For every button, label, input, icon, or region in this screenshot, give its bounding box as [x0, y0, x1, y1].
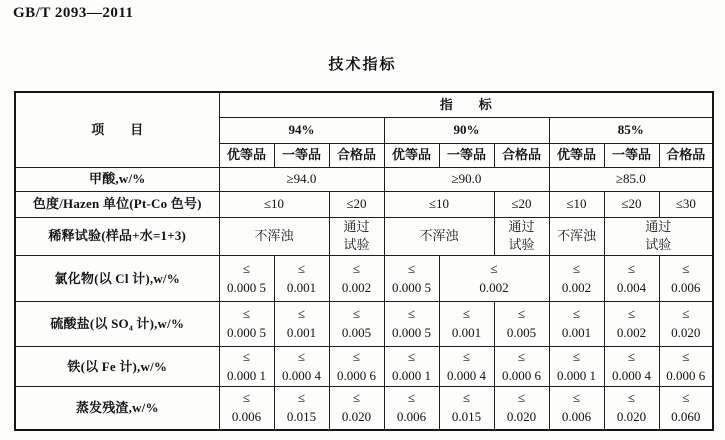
value-cell: [494, 302, 549, 347]
row-label: 稀释试验(样品+水=1+3): [15, 217, 219, 256]
limit-value: 0.001: [451, 325, 482, 341]
limit-value: 0.000 1: [392, 367, 431, 383]
value-cell: ≤20: [494, 191, 549, 217]
table-title: 技术指标: [328, 57, 397, 73]
limit-value: 0.006: [671, 279, 701, 295]
value-cell: [494, 217, 549, 256]
le-symbol: ≤: [352, 390, 361, 406]
limit-value: 0.020: [671, 325, 701, 341]
le-symbol: ≤: [517, 306, 526, 322]
value-cell: [659, 256, 713, 302]
pass-test-line1: 通过: [645, 218, 672, 234]
le-symbol: ≤: [352, 260, 361, 276]
limit-value: 0.005: [341, 325, 372, 341]
le-symbol: ≤: [352, 306, 361, 322]
le-symbol: ≤: [462, 348, 471, 364]
limit-value: 0.000 5: [227, 325, 266, 341]
value-cell: [274, 256, 329, 302]
limit-value: 0.004: [616, 279, 647, 295]
row-iron: [15, 347, 713, 387]
quality-qualified-header: 合格品: [659, 143, 713, 167]
value-cell: 不浑浊: [549, 217, 604, 256]
quality-premium-header: 优等品: [219, 143, 274, 167]
value-cell: [659, 347, 713, 387]
value-cell: [219, 387, 274, 430]
limit-value: 0.002: [616, 325, 647, 341]
quality-qualified-header: 合格品: [329, 143, 384, 167]
le-symbol: ≤: [407, 306, 416, 322]
row-evaporation-residue: [15, 387, 713, 430]
quality-premium-header: 优等品: [549, 143, 604, 167]
le-symbol: ≤: [242, 348, 251, 364]
le-symbol: ≤: [682, 348, 690, 364]
value-cell: [494, 347, 549, 387]
le-symbol: ≤: [627, 306, 636, 322]
header-row-indicator: [15, 92, 713, 117]
limit-value: 0.000 5: [227, 279, 266, 295]
quality-first-header: 一等品: [439, 143, 494, 167]
limit-value: 0.000 1: [227, 367, 266, 383]
row-sulfate: [15, 302, 713, 347]
row-label: 氯化物(以 Cl 计),w/%: [15, 256, 219, 302]
value-cell: [329, 302, 384, 347]
le-symbol: ≤: [407, 348, 416, 364]
quality-premium-header: 优等品: [384, 143, 439, 167]
value-cell: [549, 302, 604, 347]
value-cell: [659, 302, 713, 347]
limit-value: 0.020: [506, 408, 537, 424]
doc-number: GB/T 2093—2011: [13, 5, 134, 21]
value-cell: ≤10: [549, 191, 604, 217]
le-symbol: ≤: [627, 390, 636, 406]
value-cell: ≤20: [604, 191, 659, 217]
row-label: 蒸发残渣,w/%: [15, 387, 219, 430]
value-cell: [384, 347, 439, 387]
le-symbol: ≤: [297, 348, 306, 364]
pass-test-line2: 试验: [508, 237, 535, 253]
corner-item-header: 项 目: [15, 92, 219, 167]
value-cell: [604, 217, 713, 256]
grade-90-header: 90%: [384, 117, 549, 143]
le-symbol: ≤: [682, 260, 690, 276]
row-dilution-test: [15, 217, 713, 256]
value-cell: [219, 347, 274, 387]
le-symbol: ≤: [517, 348, 526, 364]
le-symbol: ≤: [407, 260, 416, 276]
le-symbol: ≤: [572, 260, 581, 276]
value-cell: [549, 256, 604, 302]
le-symbol: ≤: [242, 390, 251, 406]
value-cell: [219, 302, 274, 347]
value-cell: ≥85.0: [549, 167, 713, 191]
pass-test-line2: 试验: [645, 237, 672, 253]
value-cell: [274, 302, 329, 347]
value-cell: ≥94.0: [219, 167, 384, 191]
limit-value: 0.015: [286, 408, 317, 424]
value-cell: ≤20: [329, 191, 384, 217]
limit-value: 0.002: [561, 279, 592, 295]
value-cell: [384, 387, 439, 430]
limit-value: 0.020: [616, 408, 647, 424]
row-chloride: [15, 256, 713, 302]
value-cell: [439, 347, 494, 387]
limit-value: 0.000 6: [502, 367, 541, 383]
limit-value: 0.000 4: [282, 367, 321, 383]
limit-value: 0.001: [561, 325, 592, 341]
le-symbol: ≤: [242, 306, 251, 322]
value-cell: ≤10: [384, 191, 494, 217]
value-cell: [439, 256, 549, 302]
le-symbol: ≤: [462, 306, 471, 322]
pass-test-line1: 通过: [508, 218, 535, 234]
row-label: 色度/Hazen 单位(Pt-Co 色号): [15, 191, 219, 217]
value-cell: [274, 387, 329, 430]
value-cell: [329, 347, 384, 387]
indicator-group-header: 指 标: [219, 92, 713, 117]
value-cell: [604, 256, 659, 302]
pass-test-line2: 试验: [343, 237, 370, 253]
grade-85-header: 85%: [549, 117, 713, 143]
le-symbol: ≤: [682, 390, 690, 406]
le-symbol: ≤: [682, 306, 690, 322]
quality-first-header: 一等品: [274, 143, 329, 167]
value-cell: 不浑浊: [384, 217, 494, 256]
spec-table: [14, 91, 714, 431]
limit-value: 0.000 4: [447, 367, 486, 383]
limit-value: 0.001: [286, 279, 317, 295]
limit-value: 0.006: [231, 408, 262, 424]
row-label: 铁(以 Fe 计),w/%: [15, 347, 219, 387]
limit-value: 0.000 4: [612, 367, 651, 383]
le-symbol: ≤: [572, 390, 581, 406]
value-cell: [549, 387, 604, 430]
value-cell: [604, 347, 659, 387]
value-cell: [329, 387, 384, 430]
le-symbol: ≤: [297, 306, 306, 322]
le-symbol: ≤: [572, 306, 581, 322]
le-symbol: ≤: [627, 348, 636, 364]
limit-value: 0.000 5: [392, 279, 431, 295]
value-cell: [274, 347, 329, 387]
limit-value: 0.015: [451, 408, 482, 424]
value-cell: [384, 302, 439, 347]
value-cell: [604, 302, 659, 347]
le-symbol: ≤: [352, 348, 361, 364]
le-symbol: ≤: [407, 390, 416, 406]
le-symbol: ≤: [242, 260, 251, 276]
value-cell: [549, 347, 604, 387]
le-symbol: ≤: [627, 260, 636, 276]
quality-first-header: 一等品: [604, 143, 659, 167]
limit-value: 0.060: [671, 408, 701, 424]
le-symbol: ≤: [462, 390, 471, 406]
le-symbol: ≤: [490, 260, 498, 276]
le-symbol: ≤: [297, 260, 306, 276]
value-cell: [329, 217, 384, 256]
value-cell: [329, 256, 384, 302]
le-symbol: ≤: [572, 348, 581, 364]
limit-value: 0.002: [341, 279, 372, 295]
value-cell: [439, 302, 494, 347]
row-label: 甲酸,w/%: [15, 167, 219, 191]
limit-value: 0.000 6: [666, 367, 706, 383]
row-label: 硫酸盐(以 SO₄ 计),w/%: [15, 302, 219, 347]
limit-value: 0.002: [479, 279, 509, 295]
limit-value: 0.005: [506, 325, 537, 341]
limit-value: 0.006: [396, 408, 427, 424]
value-cell: 不浑浊: [219, 217, 329, 256]
grade-94-header: 94%: [219, 117, 384, 143]
le-symbol: ≤: [517, 390, 526, 406]
limit-value: 0.000 5: [392, 325, 431, 341]
le-symbol: ≤: [297, 390, 306, 406]
limit-value: 0.001: [286, 325, 317, 341]
row-chroma: [15, 191, 713, 217]
value-cell: [439, 387, 494, 430]
limit-value: 0.000 6: [337, 367, 376, 383]
value-cell: [659, 387, 713, 430]
pass-test-line1: 通过: [343, 218, 370, 234]
value-cell: [219, 256, 274, 302]
value-cell: [604, 387, 659, 430]
value-cell: ≤10: [219, 191, 329, 217]
row-formic-acid: [15, 167, 713, 191]
value-cell: [384, 256, 439, 302]
quality-qualified-header: 合格品: [494, 143, 549, 167]
value-cell: ≤30: [659, 191, 713, 217]
limit-value: 0.006: [561, 408, 592, 424]
value-cell: [494, 387, 549, 430]
limit-value: 0.020: [341, 408, 372, 424]
value-cell: ≥90.0: [384, 167, 549, 191]
limit-value: 0.000 1: [557, 367, 596, 383]
